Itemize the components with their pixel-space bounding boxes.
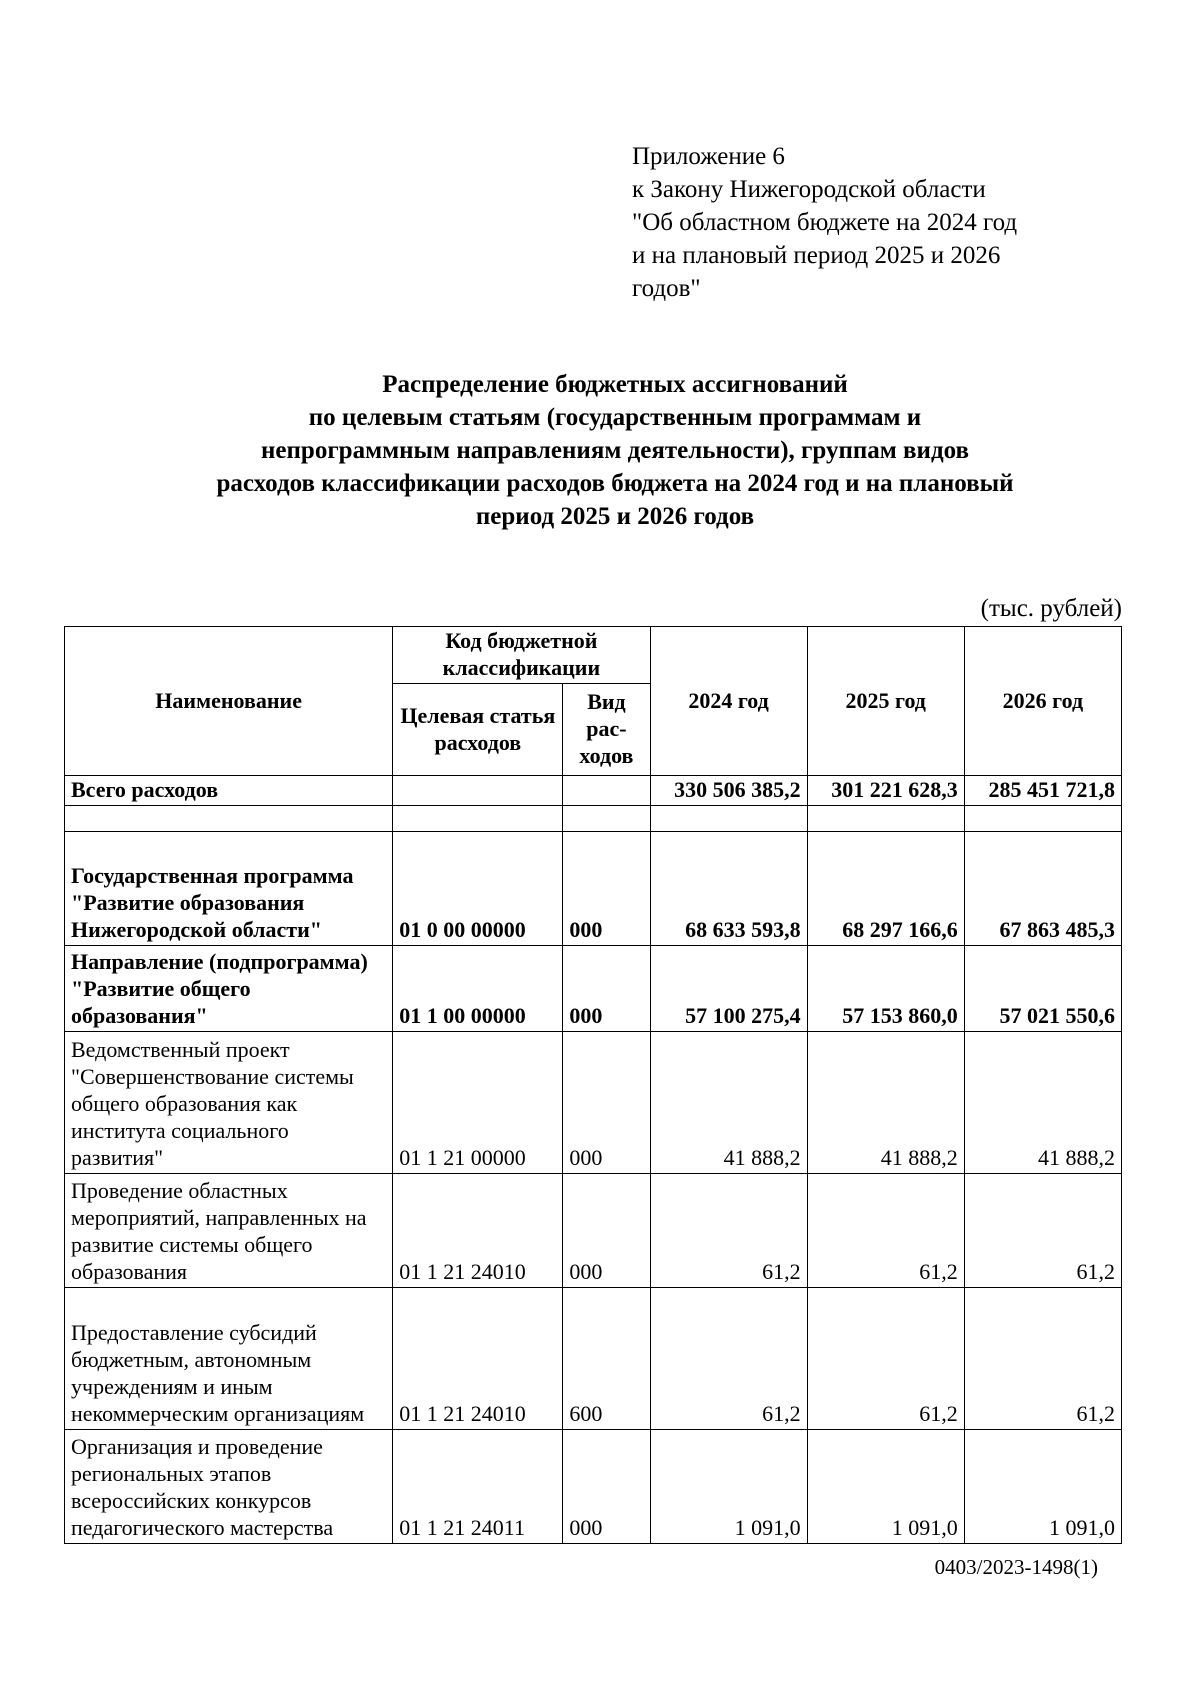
cell-2026: 67 863 485,3	[964, 832, 1121, 946]
document-number: 0403/2023-1498(1)	[934, 1555, 1098, 1579]
cell-2025: 61,2	[807, 1288, 964, 1430]
cell-target	[393, 806, 563, 832]
cell-kind: 000	[563, 1430, 650, 1544]
table-row	[65, 832, 1122, 946]
cell-kind: 600	[563, 1288, 650, 1430]
cell-target	[393, 776, 563, 806]
cell-2024: 61,2	[650, 1288, 807, 1430]
cell-2024: 61,2	[650, 1174, 807, 1288]
title-line: расходов классификации расходов бюджета на 2024 год и на плановый	[216, 470, 1014, 497]
cell-target: 01 1 21 24011	[393, 1430, 563, 1544]
table-row	[65, 946, 1122, 1032]
cell-kind: 000	[563, 1032, 650, 1174]
table-row	[65, 1032, 1122, 1174]
cell-2025: 1 091,0	[807, 1430, 964, 1544]
budget-table	[64, 626, 1122, 1544]
header-kind: Вид рас-ходов	[563, 684, 650, 776]
cell-2026: 1 091,0	[964, 1430, 1121, 1544]
cell-2026	[964, 806, 1121, 832]
cell-name: Государственная программа "Развитие образования Нижегородской области"	[65, 832, 393, 946]
cell-target: 01 1 21 00000	[393, 1032, 563, 1174]
cell-name: Всего расходов	[65, 776, 393, 806]
title-line: по целевым статьям (государственным программам и	[308, 404, 922, 431]
title-line: период 2025 и 2026 годов	[475, 503, 755, 530]
cell-2025: 68 297 166,6	[807, 832, 964, 946]
table-row	[65, 1174, 1122, 1288]
cell-2025: 57 153 860,0	[807, 946, 964, 1032]
cell-2026: 61,2	[964, 1288, 1121, 1430]
appendix-header	[632, 140, 1132, 305]
cell-2024: 1 091,0	[650, 1430, 807, 1544]
appendix-line: к Закону Нижегородской области	[632, 176, 986, 203]
document-title	[130, 368, 1100, 533]
table-row	[65, 1430, 1122, 1544]
header-code-group: Код бюджетной классификации	[393, 627, 650, 684]
cell-target: 01 1 00 00000	[393, 946, 563, 1032]
cell-2025: 41 888,2	[807, 1032, 964, 1174]
cell-2024	[650, 806, 807, 832]
cell-2026: 285 451 721,8	[964, 776, 1121, 806]
table-row	[65, 806, 1122, 832]
cell-target: 01 0 00 00000	[393, 832, 563, 946]
appendix-line: и на плановый период 2025 и 2026	[632, 242, 1001, 269]
table-row	[65, 1288, 1122, 1430]
cell-2025: 61,2	[807, 1174, 964, 1288]
cell-kind: 000	[563, 832, 650, 946]
header-target: Целевая статья расходов	[393, 684, 563, 776]
header-name: Наименование	[65, 627, 393, 776]
cell-target: 01 1 21 24010	[393, 1174, 563, 1288]
cell-2024: 330 506 385,2	[650, 776, 807, 806]
title-line: Распределение бюджетных ассигнований	[382, 371, 848, 398]
cell-name: Ведомственный проект "Совершенствование системы общего образования как института социального развития"	[65, 1032, 393, 1174]
cell-2026: 61,2	[964, 1174, 1121, 1288]
cell-name: Организация и проведение региональных этапов всероссийских конкурсов педагогического мастерства	[65, 1430, 393, 1544]
header-2025: 2025 год	[807, 627, 964, 776]
header-2024: 2024 год	[650, 627, 807, 776]
cell-kind: 000	[563, 946, 650, 1032]
cell-2025	[807, 806, 964, 832]
cell-2024: 68 633 593,8	[650, 832, 807, 946]
appendix-line: Приложение 6	[632, 143, 785, 170]
cell-2026: 57 021 550,6	[964, 946, 1121, 1032]
cell-name: Проведение областных мероприятий, направленных на развитие системы общего образования	[65, 1174, 393, 1288]
cell-2025: 301 221 628,3	[807, 776, 964, 806]
table-row	[65, 776, 1122, 806]
header-2026: 2026 год	[964, 627, 1121, 776]
cell-2024: 41 888,2	[650, 1032, 807, 1174]
title-line: непрограммным направлениям деятельности), группам видов	[261, 437, 969, 464]
cell-kind	[563, 806, 650, 832]
appendix-line: годов"	[632, 275, 701, 302]
cell-kind: 000	[563, 1174, 650, 1288]
appendix-line: "Об областном бюджете на 2024 год	[632, 209, 1018, 236]
unit-label: (тыс. рублей)	[980, 595, 1122, 622]
cell-target: 01 1 21 24010	[393, 1288, 563, 1430]
cell-kind	[563, 776, 650, 806]
cell-name: Направление (подпрограмма) "Развитие общего образования"	[65, 946, 393, 1032]
cell-name: Предоставление субсидий бюджетным, автономным учреждениям и иным некоммерческим организациям	[65, 1288, 393, 1430]
cell-name	[65, 806, 393, 832]
cell-2024: 57 100 275,4	[650, 946, 807, 1032]
cell-2026: 41 888,2	[964, 1032, 1121, 1174]
